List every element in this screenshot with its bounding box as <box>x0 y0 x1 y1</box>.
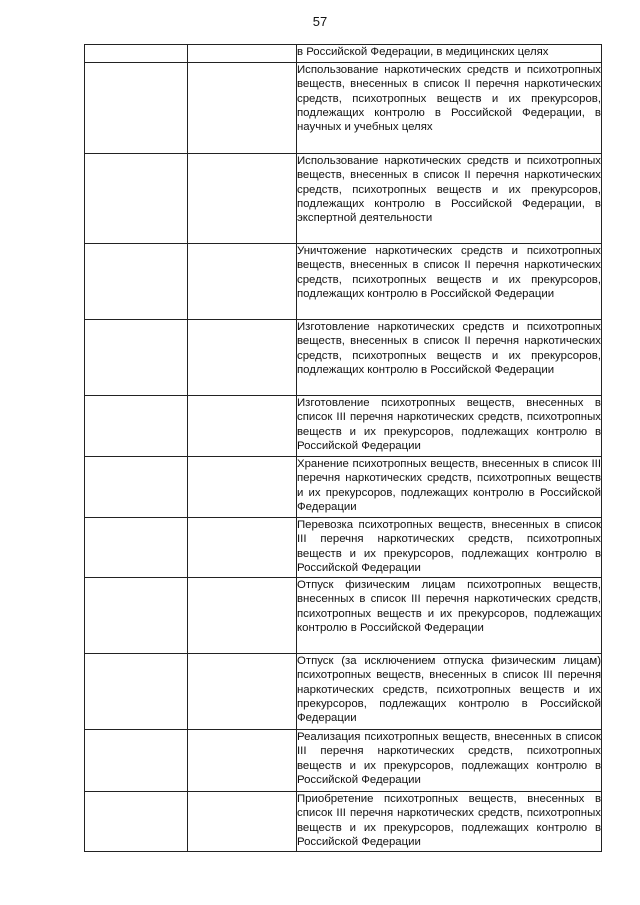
table-row <box>85 154 602 244</box>
table-cell-empty <box>188 244 297 320</box>
page-number: 57 <box>312 14 328 29</box>
table-cell-empty <box>188 457 297 518</box>
table-row <box>85 244 602 320</box>
table-cell-empty <box>85 396 188 457</box>
table-cell-empty <box>85 578 188 654</box>
activity-cell: Хранение психотропных веществ, внесенных в список III перечня наркотических средств, психотропных веществ и их прекурсоров, подлежащих контролю в Российской Федерации <box>297 457 602 518</box>
table-row <box>85 518 602 578</box>
activity-cell: Отпуск физическим лицам психотропных веществ, внесенных в список III перечня наркотических средств, психотропных веществ и их прекурсоров, подлежащих контролю в Российской Федерации <box>297 578 602 654</box>
table-cell-empty <box>85 154 188 244</box>
table-cell-empty <box>85 45 188 63</box>
table-cell-empty <box>85 457 188 518</box>
table-row <box>85 578 602 654</box>
activity-cell: Использование наркотических средств и психотропных веществ, внесенных в список II перечня наркотических средств, психотропных веществ и их прекурсоров, подлежащих контролю в Российской Федерации, в экспертной деятельности <box>297 154 602 244</box>
table-cell-empty <box>188 45 297 63</box>
table-cell-empty <box>85 518 188 578</box>
table-row <box>85 730 602 792</box>
activity-cell: Реализация психотропных веществ, внесенных в список III перечня наркотических средств, психотропных веществ и их прекурсоров, подлежащих контролю в Российской Федерации <box>297 730 602 792</box>
activity-cell: в Российской Федерации, в медицинских целях <box>297 45 602 63</box>
table-row <box>85 45 602 63</box>
table-cell-empty <box>85 792 188 852</box>
table-row <box>85 654 602 730</box>
table-cell-empty <box>188 578 297 654</box>
table-cell-empty <box>85 244 188 320</box>
table-cell-empty <box>85 730 188 792</box>
table-cell-empty <box>188 654 297 730</box>
activity-cell: Отпуск (за исключением отпуска физическим лицам) психотропных веществ, внесенных в список III перечня наркотических средств, психотропных веществ и их прекурсоров, подлежащих контролю в Российской Федерации <box>297 654 602 730</box>
table-cell-empty <box>188 730 297 792</box>
table-row <box>85 457 602 518</box>
table-cell-empty <box>85 320 188 396</box>
table-cell-empty <box>188 396 297 457</box>
activity-cell: Уничтожение наркотических средств и психотропных веществ, внесенных в список II перечня наркотических средств, психотропных веществ и их прекурсоров, подлежащих контролю в Российской Федерации <box>297 244 602 320</box>
table-cell-empty <box>85 63 188 154</box>
activity-cell: Изготовление наркотических средств и психотропных веществ, внесенных в список II перечня наркотических средств, психотропных веществ и их прекурсоров, подлежащих контролю в Российской Федерации <box>297 320 602 396</box>
table-row <box>85 792 602 852</box>
table-cell-empty <box>188 792 297 852</box>
activity-cell: Перевозка психотропных веществ, внесенных в список III перечня наркотических средств, психотропных веществ и их прекурсоров, подлежащих контролю в Российской Федерации <box>297 518 602 578</box>
table-cell-empty <box>188 63 297 154</box>
table-cell-empty <box>188 320 297 396</box>
table-row <box>85 396 602 457</box>
activities-table <box>84 44 602 852</box>
activity-cell: Приобретение психотропных веществ, внесенных в список III перечня наркотических средств, психотропных веществ и их прекурсоров, подлежащих контролю в Российской Федерации <box>297 792 602 852</box>
table-row <box>85 63 602 154</box>
table-cell-empty <box>85 654 188 730</box>
table-row <box>85 320 602 396</box>
table-cell-empty <box>188 518 297 578</box>
activity-cell: Использование наркотических средств и психотропных веществ, внесенных в список II перечня наркотических средств, психотропных веществ и их прекурсоров, подлежащих контролю в Российской Федерации, в научных и учебных целях <box>297 63 602 154</box>
table-cell-empty <box>188 154 297 244</box>
activity-cell: Изготовление психотропных веществ, внесенных в список III перечня наркотических средств, психотропных веществ и их прекурсоров, подлежащих контролю в Российской Федерации <box>297 396 602 457</box>
